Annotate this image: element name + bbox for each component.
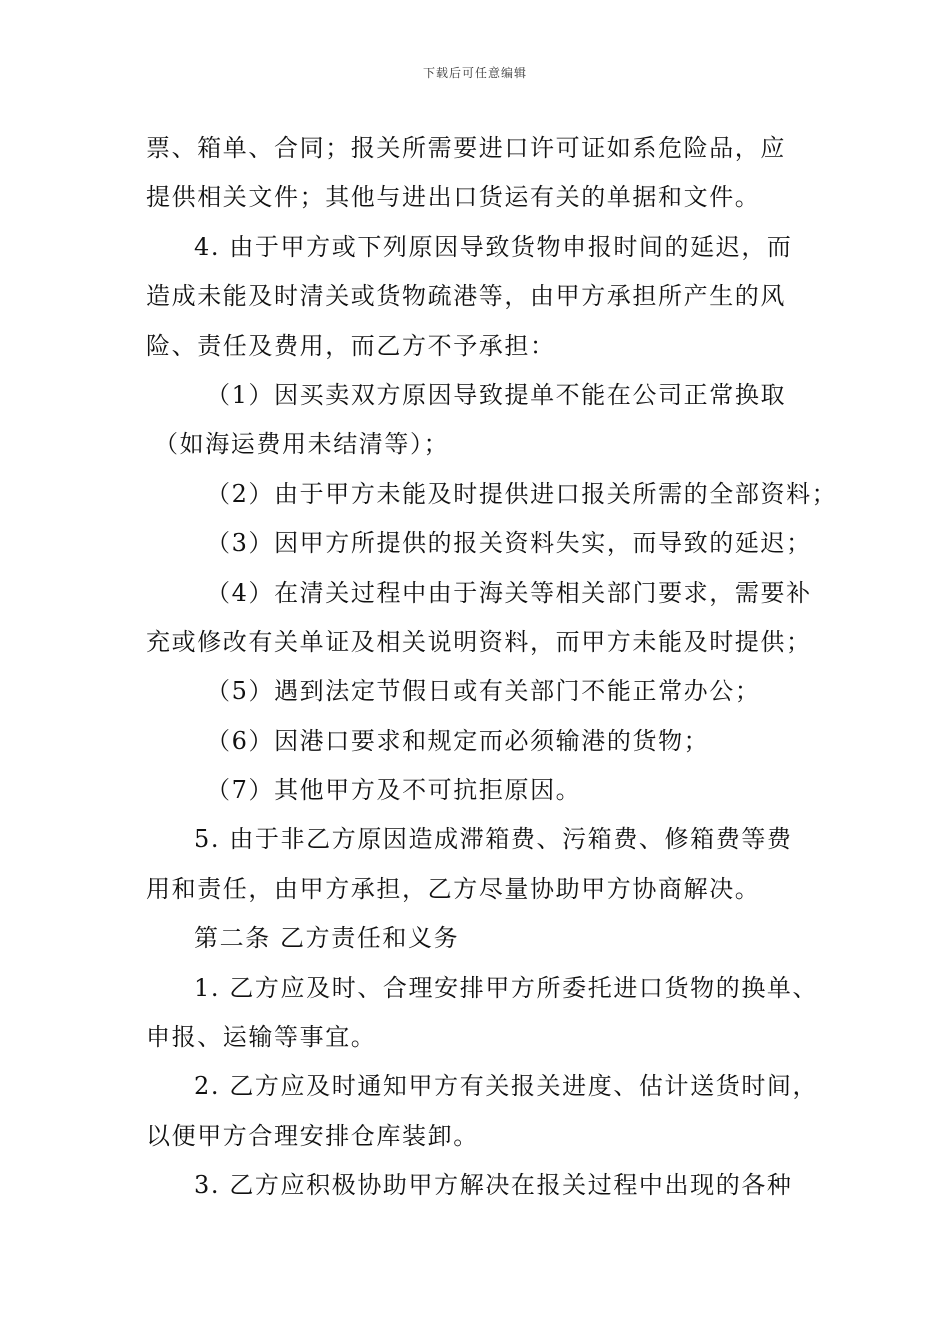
list-item-line: （5）遇到法定节假日或有关部门不能正常办公；: [206, 677, 761, 706]
paragraph-line: 3. 乙方应积极协助甲方解决在报关过程中出现的各种: [194, 1171, 793, 1200]
list-item-line: （7）其他甲方及不可抗拒原因。: [206, 776, 582, 805]
document-body: [146, 124, 838, 1211]
paragraph-line: 2. 乙方应及时通知甲方有关报关进度、估计送货时间，: [194, 1072, 819, 1101]
paragraph-line: 票、箱单、合同；报关所需要进口许可证如系危险品，应: [146, 134, 786, 162]
paragraph-line: 5. 由于非乙方原因造成滞箱费、污箱费、修箱费等费: [194, 825, 793, 854]
list-item-line: （1）因买卖双方原因导致提单不能在公司正常换取: [206, 380, 787, 409]
list-item-line: （3）因甲方所提供的报关资料失实，而导致的延迟；: [206, 529, 812, 558]
page-header-note: 下载后可任意编辑: [422, 66, 527, 80]
section-heading: 第二条 乙方责任和义务: [194, 924, 460, 953]
paragraph-line: 险、责任及费用，而乙方不予承担：: [146, 331, 556, 360]
list-item-line: 充或修改有关单证及相关说明资料，而甲方未能及时提供；: [146, 627, 812, 656]
list-item-line: （如海运费用未结清等）；: [154, 430, 450, 459]
paragraph-line: 提供相关文件；其他与进出口货运有关的单据和文件。: [146, 183, 761, 212]
paragraph-line: 造成未能及时清关或货物疏港等，由甲方承担所产生的风: [146, 282, 786, 311]
paragraph-line: 用和责任，由甲方承担，乙方尽量协助甲方协商解决。: [146, 874, 761, 903]
paragraph-line: 申报、运输等事宜。: [146, 1023, 377, 1052]
paragraph-line: 4. 由于甲方或下列原因导致货物申报时间的延迟，而: [194, 232, 793, 261]
paragraph-line: 1. 乙方应及时、合理安排甲方所委托进口货物的换单、: [194, 973, 819, 1002]
paragraph-line: 以便甲方合理安排仓库装卸。: [146, 1121, 479, 1150]
list-item-line: （2）由于甲方未能及时提供进口报关所需的全部资料；: [206, 479, 838, 508]
list-item-line: （6）因港口要求和规定而必须输港的货物；: [206, 726, 710, 755]
list-item-line: （4）在清关过程中由于海关等相关部门要求，需要补: [206, 578, 812, 607]
